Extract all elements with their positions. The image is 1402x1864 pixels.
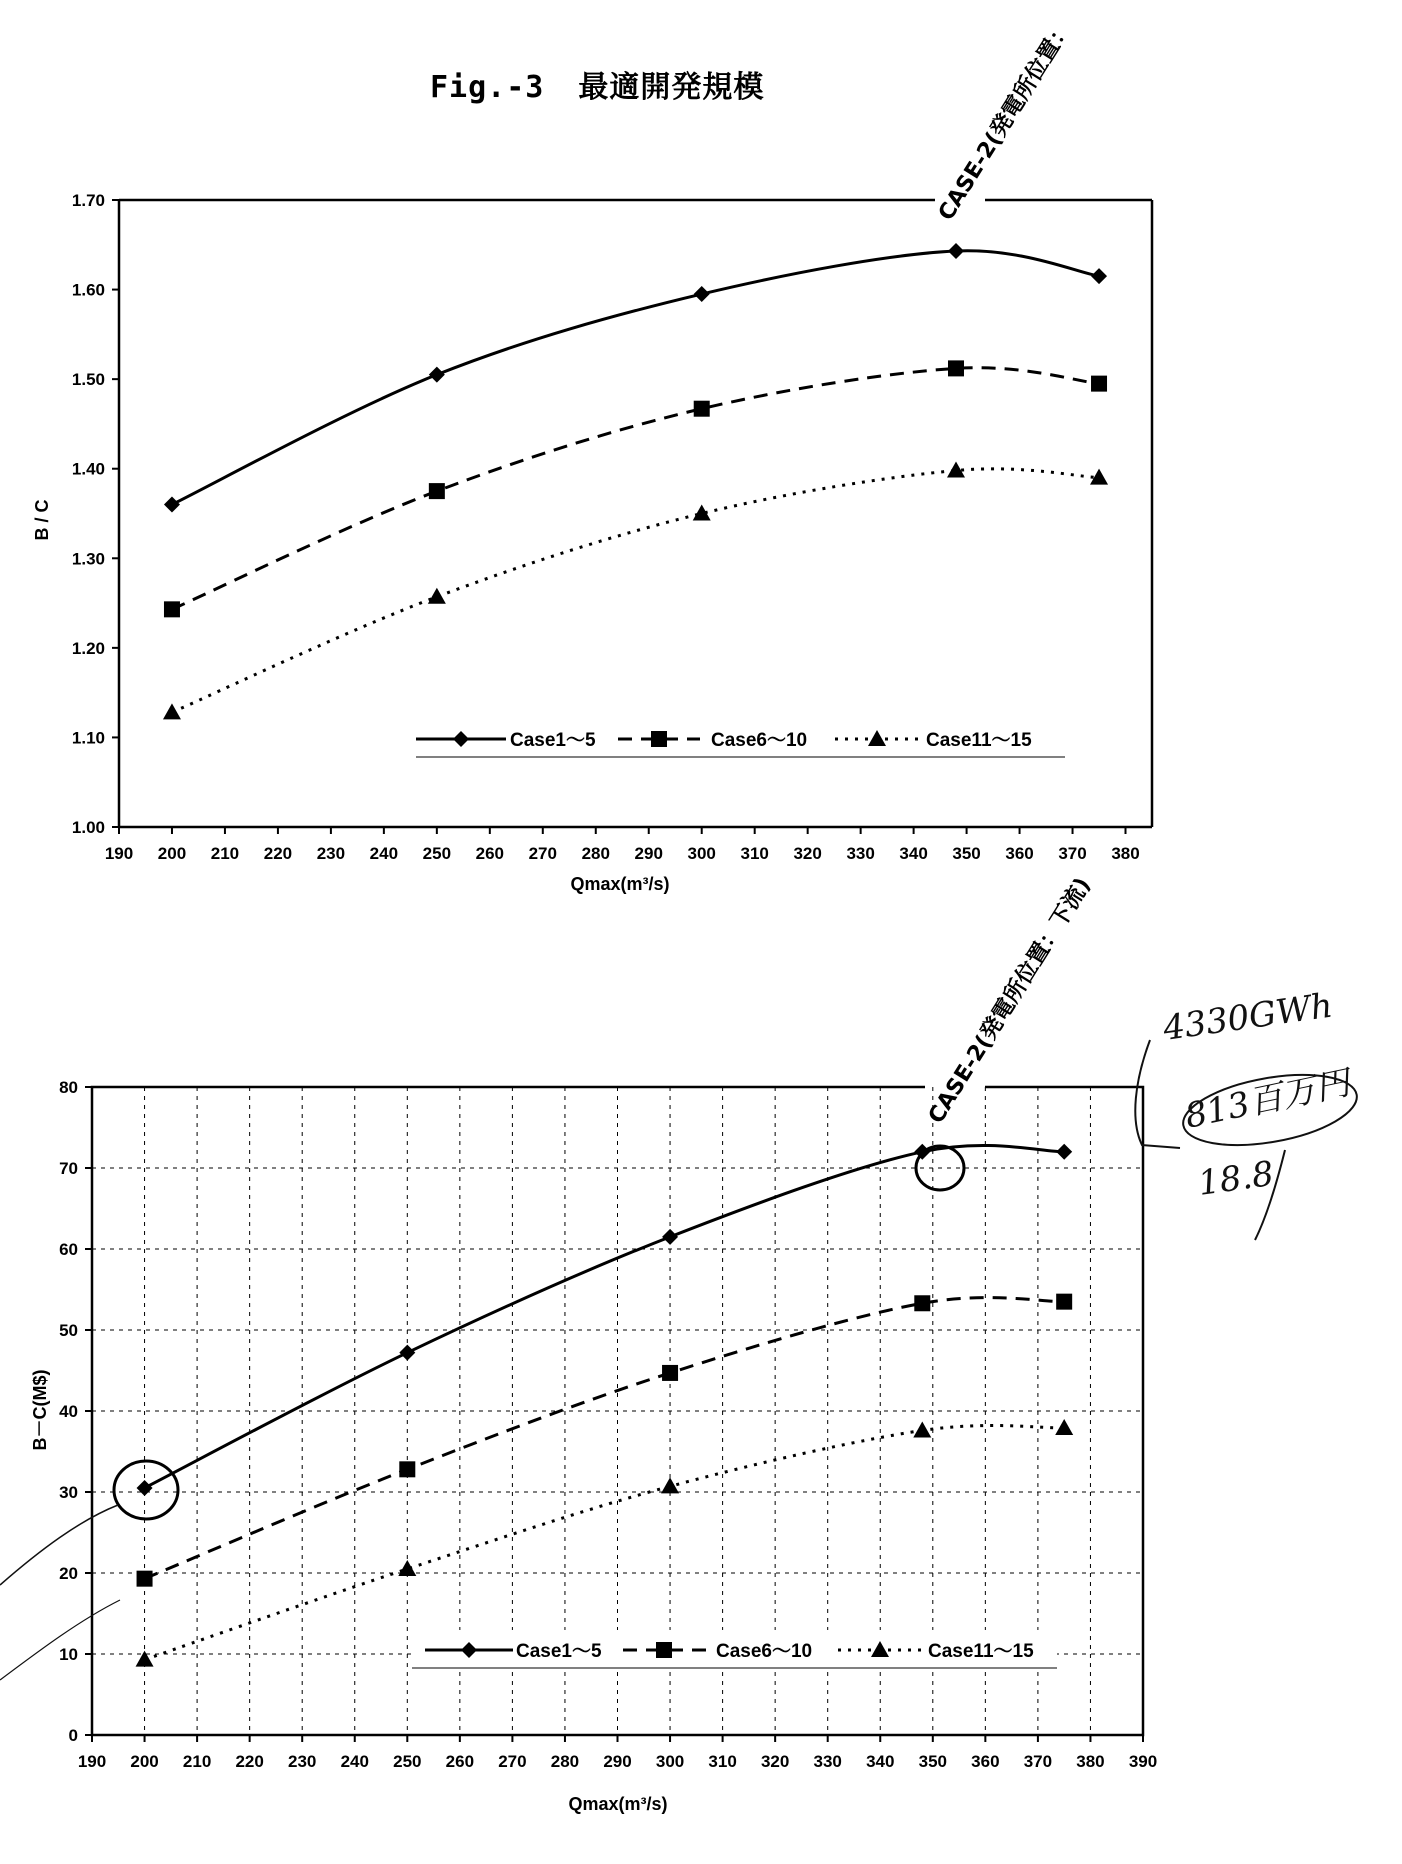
c1-xtick-label-240: 240 [369, 844, 399, 863]
c2-xtick-label-230: 230 [288, 1752, 317, 1771]
chart2-legend-label-case11-15: Case11～15 [928, 1641, 1034, 1662]
c1-series-1-point-1 [429, 483, 445, 499]
c1-series-2-point-0 [163, 703, 181, 719]
c2-series-2-point-2 [661, 1477, 679, 1493]
c2-xtick-label-260: 260 [445, 1752, 475, 1771]
handwritten-lead-line-b [0, 1600, 120, 1680]
c1-series-1-point-0 [164, 601, 180, 617]
c2-xtick-label-240: 240 [340, 1752, 369, 1771]
c2-xtick-label-350: 350 [918, 1752, 947, 1771]
c2-series-0-point-1 [399, 1345, 415, 1361]
c1-series-line-2 [172, 469, 1099, 713]
c1-ytick-label-1: 1.10 [71, 728, 105, 748]
c1-xtick-label-340: 340 [899, 844, 928, 863]
c2-xtick-label-220: 220 [235, 1752, 264, 1771]
chart2-legend-label-case1-5: Case1～5 [516, 1641, 602, 1662]
c2-series-1-point-4 [1056, 1294, 1072, 1310]
c2-xtick-label-210: 210 [182, 1752, 212, 1771]
chart2-x-axis-title: Qmax(m³/s) [568, 1794, 668, 1814]
handwritten-ratio-note: 18.8 [1195, 1153, 1277, 1204]
c1-xtick-label-360: 360 [1005, 844, 1034, 863]
chart1-x-axis-title: Qmax(m³/s) [570, 874, 670, 894]
figure-title-jp: 最適開発規模 [578, 70, 765, 105]
c2-series-1-point-1 [399, 1461, 415, 1477]
c2-ytick-label-5: 50 [59, 1321, 78, 1340]
c1-series-line-1 [172, 368, 1099, 610]
chart2-y-axis-title: B－C(M$) [30, 1369, 50, 1451]
c1-ytick-label-7: 1.70 [71, 191, 105, 210]
c2-xtick-label-340: 340 [866, 1752, 895, 1771]
chart1-legend-diamond-marker [453, 731, 469, 747]
c1-xtick-label-220: 220 [263, 844, 293, 863]
c2-series-1-point-2 [662, 1365, 678, 1381]
c1-xtick-label-380: 380 [1111, 844, 1140, 863]
c2-series-0-point-2 [662, 1229, 678, 1245]
c2-xtick-label-390: 390 [1128, 1752, 1158, 1771]
c1-xtick-label-350: 350 [952, 844, 981, 863]
chart2-legend-label-case6-10: Case6～10 [716, 1641, 813, 1662]
c2-xtick-label-360: 360 [971, 1752, 1000, 1771]
c2-xtick-label-380: 380 [1076, 1752, 1105, 1771]
c2-ytick-label-6: 60 [59, 1240, 78, 1259]
c2-ytick-label-2: 20 [59, 1564, 78, 1583]
c1-xtick-label-280: 280 [581, 844, 610, 863]
c1-series-1-point-4 [1091, 376, 1107, 392]
c1-series-2-point-2 [693, 505, 711, 521]
handwritten-notes [0, 986, 1362, 1680]
c1-series-0-point-3 [948, 243, 964, 259]
c2-ytick-label-7: 70 [59, 1159, 78, 1178]
c2-xtick-label-250: 250 [393, 1752, 422, 1771]
c2-xtick-label-330: 330 [813, 1752, 842, 1771]
chart1-legend-label-case6-10: Case6～10 [711, 730, 808, 751]
c1-ytick-label-5: 1.50 [71, 370, 105, 390]
c2-series-2-point-4 [1055, 1419, 1073, 1435]
c2-series-2-point-0 [136, 1651, 154, 1667]
c1-xtick-label-370: 370 [1058, 844, 1087, 863]
c1-xtick-label-260: 260 [475, 844, 505, 863]
chart2-legend-square-marker [656, 1642, 672, 1658]
c1-ytick-label-6: 1.60 [71, 280, 105, 300]
c1-series-2-point-1 [428, 588, 446, 604]
c2-xtick-label-190: 190 [77, 1752, 107, 1771]
c2-ytick-label-1: 10 [59, 1645, 78, 1664]
c1-xtick-label-200: 200 [157, 844, 187, 863]
c1-ytick-label-4: 1.40 [71, 459, 105, 479]
c1-series-0-point-4 [1091, 268, 1107, 284]
c2-xtick-label-270: 270 [498, 1752, 527, 1771]
c2-series-line-2 [145, 1426, 1065, 1660]
c2-xtick-label-320: 320 [760, 1752, 790, 1771]
b-minus-c-chart [0, 873, 1362, 1814]
c1-series-0-point-0 [164, 497, 180, 513]
c1-xtick-label-300: 300 [687, 844, 716, 863]
c2-xtick-label-200: 200 [130, 1752, 159, 1771]
c1-xtick-label-250: 250 [422, 844, 452, 863]
chart1-y-axis-title: B / C [32, 499, 52, 541]
chart1-legend-label-case1-5: Case1～5 [510, 730, 596, 751]
c1-xtick-label-190: 190 [104, 844, 134, 863]
c2-ytick-label-0: 0 [68, 1726, 78, 1745]
c2-series-1-point-3 [914, 1295, 930, 1311]
c2-series-2-point-3 [913, 1421, 931, 1437]
c2-xtick-label-300: 300 [655, 1752, 685, 1771]
chart2-case2-annotation: CASE-2(発電所位置：下流) [923, 873, 1096, 1129]
c2-xtick-label-310: 310 [708, 1752, 737, 1771]
c1-xtick-label-320: 320 [793, 844, 822, 863]
bc-ratio-chart [32, 16, 1152, 894]
c1-xtick-label-330: 330 [846, 844, 875, 863]
c2-series-line-1 [145, 1298, 1065, 1579]
c2-ytick-label-4: 40 [59, 1402, 78, 1421]
c1-ytick-label-3: 1.30 [71, 549, 105, 569]
c1-xtick-label-290: 290 [634, 844, 663, 863]
c1-xtick-label-270: 270 [528, 844, 557, 863]
chart1-legend-square-marker [651, 731, 667, 747]
c2-ytick-label-8: 80 [59, 1078, 78, 1097]
handwritten-cost-note: 813百万円 [1181, 1062, 1354, 1137]
c2-ytick-label-3: 30 [59, 1483, 78, 1502]
handwritten-energy-note: 4330GWh [1160, 985, 1336, 1049]
chart1-legend-triangle-marker [868, 730, 886, 746]
figure-number: Fig.-3 [430, 70, 545, 105]
c1-xtick-label-210: 210 [210, 844, 240, 863]
c2-series-1-point-0 [137, 1571, 153, 1587]
c2-series-0-point-0 [137, 1480, 153, 1496]
c1-xtick-label-230: 230 [316, 844, 346, 863]
c1-xtick-label-310: 310 [740, 844, 769, 863]
c1-ytick-label-2: 1.20 [71, 638, 105, 658]
c1-series-0-point-2 [694, 286, 710, 302]
chart1-legend [416, 730, 1065, 757]
c1-series-1-point-2 [694, 401, 710, 417]
c1-series-0-point-1 [429, 367, 445, 383]
c1-series-line-0 [172, 251, 1099, 505]
c2-xtick-label-290: 290 [603, 1752, 632, 1771]
c2-series-0-point-4 [1056, 1144, 1072, 1160]
c2-xtick-label-280: 280 [550, 1752, 580, 1771]
c1-series-1-point-3 [948, 360, 964, 376]
c2-series-2-point-1 [398, 1560, 416, 1576]
c1-ytick-label-0: 1.00 [71, 818, 105, 837]
chart1-legend-label-case11-15: Case11～15 [926, 730, 1032, 751]
chart2-legend [412, 1630, 1057, 1670]
chart1-case2-annotation: CASE-2(発電所位置： [933, 16, 1078, 226]
c2-xtick-label-370: 370 [1023, 1752, 1053, 1771]
